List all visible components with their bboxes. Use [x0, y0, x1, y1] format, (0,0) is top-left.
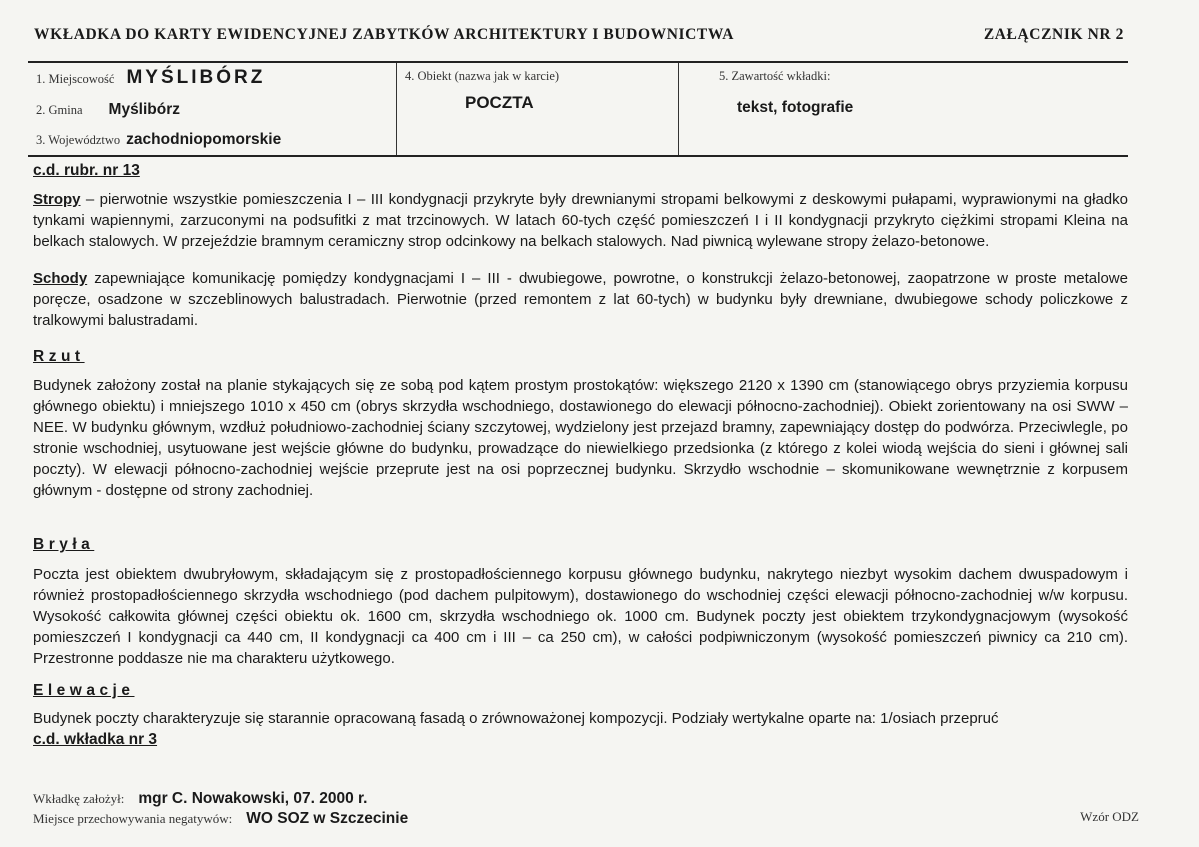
author-value: mgr C. Nowakowski, 07. 2000 r.: [138, 790, 368, 807]
storage-label: Miejsce przechowywania negatywów:: [33, 811, 233, 826]
gmina-row: [36, 101, 180, 119]
object-label: 4. Obiekt (nazwa jak w karcie): [405, 69, 560, 83]
stropy-term: Stropy: [33, 191, 81, 208]
storage-value: WO SOZ w Szczecinie: [246, 810, 409, 827]
bryla-text: Poczta jest obiektem dwubryłowym, składającym się z prostopadłościennego korpusu głównego budynku, nakrytego niezbyt wysokim dachem dwuspadowym i również prostopadłościennego skrzydła wschodniego (pod dachem pulpitowym), dostawionego do wschodniej części elewacji północno-zachodniej w/w korpusu. Wysokość całkowita głównej części obiektu ok. 1600 cm, skrzydła wschodniego ok. 1000 cm. Budynek poczty jest obiektem trzykondygnacjowym (wysokość pomieszczeń I kondygnacji ca 440 cm, II kondygnacji ca 400 cm i III – ca 250 cm), w całości podpiwniczonym (wysokość pomieszczeń piwnicy ca 210 cm). Przestronne poddasze nie ma charakteru użytkowego.: [33, 566, 1128, 667]
bryla-heading: Bryła: [33, 536, 95, 553]
object-column: [397, 63, 679, 155]
town-value: MYŚLIBÓRZ: [126, 67, 266, 88]
schody-text: zapewniające komunikację pomiędzy kondygnacjami I – III - dwubiegowe, powrotne, o konstrukcji żelazo-betonowej, zaopatrzone w proste metalowe poręcze, osadzone w szczeblinowych balustradach. Pierwotnie (przed remontem z lat 60-tych) w budynku były drewniane, dwubiegowe schody policzkowe z tralkowymi balustradami.: [33, 270, 1128, 329]
attachment-number: ZAŁĄCZNIK NR 2: [983, 26, 1124, 43]
storage-row: [33, 810, 408, 828]
voivodeship-label: 3. Województwo: [36, 133, 121, 147]
rzut-text: Budynek założony został na planie stykających się ze sobą pod kątem prostym prostokątów: większego 2120 x 1390 cm (stanowiącego obrys przyziemia korpusu głównego obiektu) i mniejszego 1010 x 450 cm (obrys skrzydła wschodniego, dostawionego do elewacji północno-zachodniej). Obiekt zorientowany na osi SWW – NEE. W budynku głównym, wzdłuż południowo-zachodniej ściany szczytowej, wydzielony jest przejazd bramny, zapewniający dostęp do podwórza. Przeciwlegle, po stronie wschodniej, usytuowane jest wejście główne do budynku, prowadzące do niewielkiego przedsionka (z którego z kolei wiodą wejścia do sieni i głównej sali poczty). W elewacji północno-zachodniej wejście przeprute jest na osi poprzecznej budynku. Skrzydło wschodnie – skomunikowane wewnętrznie z korpusem głównym - dostępne od strony zachodniej.: [33, 377, 1128, 499]
continuation-heading: c.d. rubr. nr 13: [33, 162, 140, 179]
contents-column: [679, 63, 1128, 155]
elewacje-text: Budynek poczty charakteryzuje się starannie opracowaną fasadą o zrównoważonej kompozycji. Podziały wertykalne oparte na: 1/osiach przepruć: [33, 710, 999, 727]
schody-term: Schody: [33, 270, 88, 287]
gmina-label: 2. Gmina: [36, 103, 83, 117]
author-label: Wkładkę założył:: [33, 791, 125, 806]
contents-value: tekst, fotografie: [737, 99, 854, 116]
location-column: [28, 63, 397, 155]
continuation-next: c.d. wkładka nr 3: [33, 731, 158, 748]
document-header: [34, 26, 1124, 48]
author-row: [33, 790, 368, 808]
form-code: Wzór ODZ: [1080, 809, 1139, 824]
rzut-heading: Rzut: [33, 348, 85, 365]
voivodeship-value: zachodniopomorskie: [126, 131, 282, 148]
gmina-value: Myślibórz: [108, 101, 181, 118]
document-title: WKŁADKA DO KARTY EWIDENCYJNEJ ZABYTKÓW ARCHITEKTURY I BUDOWNICTWA: [34, 26, 735, 43]
info-table: [28, 61, 1128, 157]
stropy-paragraph: [33, 189, 1128, 252]
elewacje-heading: Elewacje: [33, 682, 135, 699]
schody-paragraph: [33, 268, 1128, 331]
town-label: 1. Miejscowość: [36, 72, 115, 86]
stropy-text: – pierwotnie wszystkie pomieszczenia I – III kondygnacji przykryte były drewnianymi stropami belkowymi z deskowymi pułapami, wyprawionymi na gładko tynkami wapiennymi, zarzuconymi na podsufitki z mat trzcinowych. W latach 60-tych część pomieszczeń I i II kondygnacji przykryto ciężkimi stropami Kleina na belkach stalowych. W przejeździe bramnym ceramiczny strop odcinkowy na belkach stalowych. Nad piwnicą wylewane stropy żelazo-betonowe.: [33, 191, 1128, 250]
town-row: [36, 67, 265, 89]
object-value: POCZTA: [465, 93, 534, 112]
voivodeship-row: [36, 131, 281, 149]
contents-label: 5. Zawartość wkładki:: [719, 69, 831, 83]
